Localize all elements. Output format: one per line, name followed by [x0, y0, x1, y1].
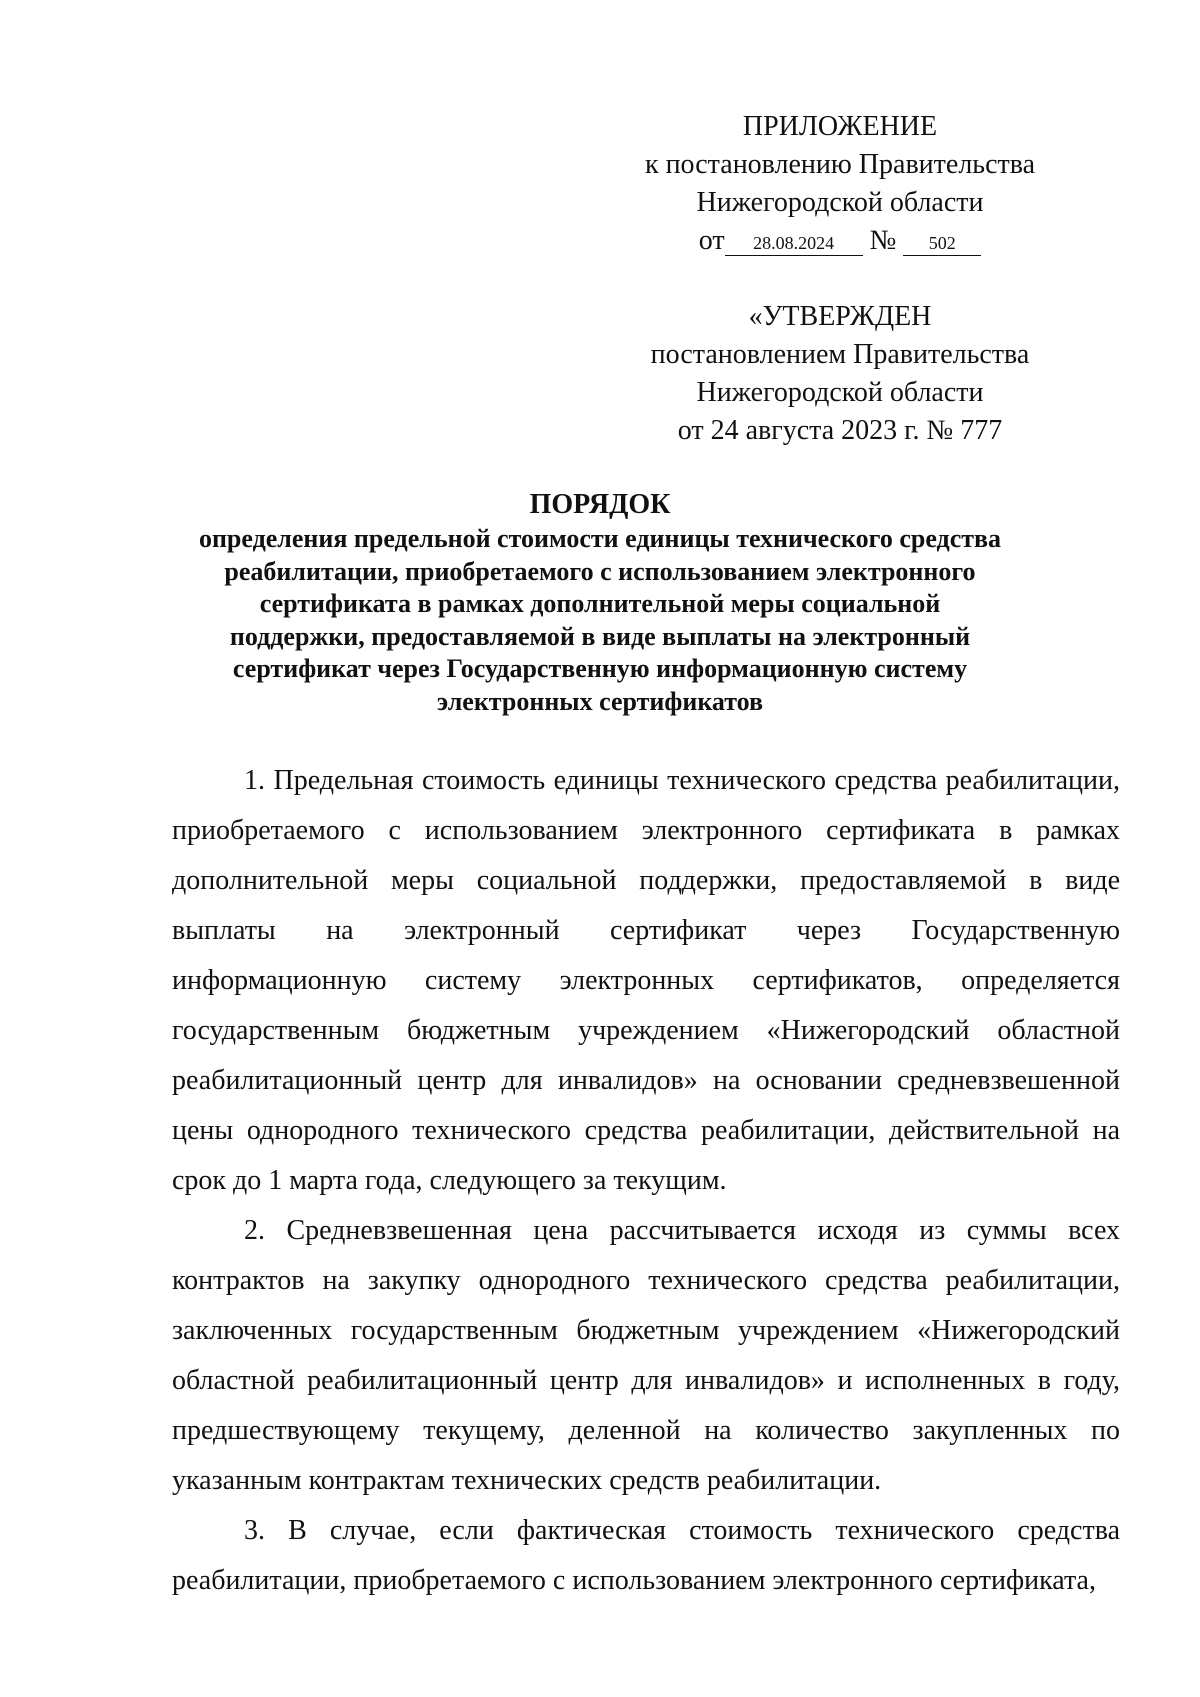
- paragraph-3: 3. В случае, если фактическая стоимость технического средства реабилитации, приобретаемого с использованием электронного сертификата,: [172, 1515, 1120, 1596]
- date-prefix: от: [698, 225, 725, 256]
- appendix-date: 28.08.2024: [725, 231, 863, 256]
- appendix-block: [620, 108, 1060, 260]
- appendix-date-line: [620, 222, 1060, 260]
- approval-block: [620, 298, 1060, 450]
- approval-heading: «УТВЕРЖДЕН: [748, 301, 932, 332]
- paragraph-2: 2. Средневзвешенная цена рассчитывается исходя из суммы всех контрактов на закупку однородного технического средства реабилитации, заключенных государственным бюджетным учреждением «Нижегородский областной реабилитационный центр для инвалидов» и исполненных в году, предшествующему текущему, деленной на количество закупленных по указанным контрактам технических средств реабилитации.: [172, 1215, 1120, 1496]
- title-line-2: реабилитации, приобретаемого с использованием электронного: [224, 556, 976, 586]
- appendix-heading: ПРИЛОЖЕНИЕ: [742, 111, 938, 142]
- appendix-line-1: к постановлению Правительства: [644, 149, 1036, 180]
- title-line-6: электронных сертификатов: [436, 686, 764, 716]
- appendix-number: 502: [903, 231, 981, 256]
- number-sign: №: [869, 225, 897, 256]
- title-line-1: определения предельной стоимости единицы технического средства: [198, 524, 1002, 553]
- document-title: [150, 487, 1050, 718]
- title-line-4: поддержки, предоставляемой в виде выплаты на электронный: [229, 621, 971, 651]
- title-line-3: сертификата в рамках дополнительной меры социальной: [259, 589, 941, 618]
- title-line-5: сертификат через Государственную информационную систему: [232, 654, 968, 683]
- title-main: ПОРЯДОК: [529, 489, 671, 520]
- approval-line-1: постановлением Правительства: [650, 339, 1030, 370]
- approval-line-2: Нижегородской области: [696, 377, 984, 408]
- document-body: [172, 756, 1120, 1606]
- appendix-line-2: Нижегородской области: [696, 187, 984, 218]
- approval-line-3: от 24 августа 2023 г. № 777: [677, 415, 1003, 446]
- paragraph-1: 1. Предельная стоимость единицы технического средства реабилитации, приобретаемого с использованием электронного сертификата в рамках дополнительной меры социальной поддержки, предоставляемой в виде выплаты на электронный сертификат через Государственную информационную систему электронных сертификатов, определяется государственным бюджетным учреждением «Нижегородский областной реабилитационный центр для инвалидов» на основании средневзвешенной цены однородного технического средства реабилитации, действительной на срок до 1 марта года, следующего за текущим.: [172, 765, 1120, 1196]
